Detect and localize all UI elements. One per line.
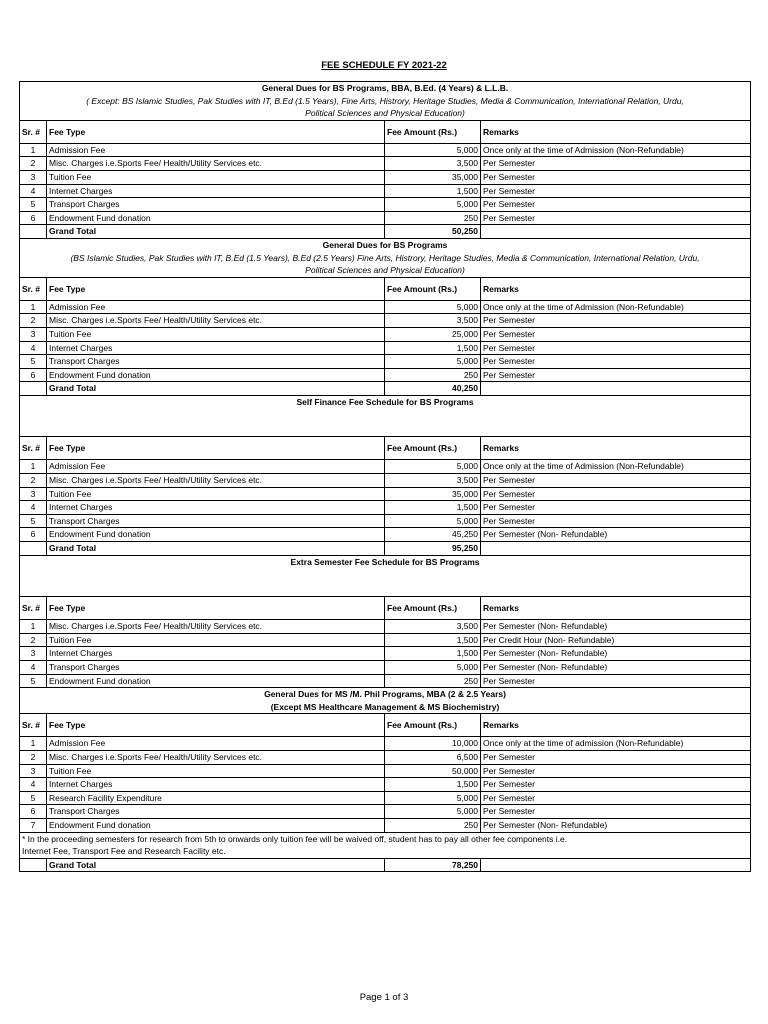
table-row bbox=[20, 184, 751, 198]
table-row bbox=[20, 791, 751, 805]
row-remarks: Once only at the time of Admission (Non-Refundable) bbox=[481, 300, 751, 314]
table-row bbox=[20, 647, 751, 661]
row-sr: 2 bbox=[20, 157, 47, 171]
row-remarks: Per Semester (Non- Refundable) bbox=[481, 620, 751, 634]
row-amount: 3,500 bbox=[385, 157, 481, 171]
row-fee-type: Misc. Charges i.e.Sports Fee/ Health/Utility Services etc. bbox=[47, 750, 385, 764]
section-header-row bbox=[20, 107, 751, 120]
row-fee-type: Misc. Charges i.e.Sports Fee/ Health/Utility Services etc. bbox=[47, 474, 385, 488]
table-row bbox=[20, 198, 751, 212]
header-remarks: Remarks bbox=[481, 714, 751, 737]
row-sr: 4 bbox=[20, 661, 47, 675]
total-sr-empty bbox=[20, 542, 47, 556]
row-sr: 5 bbox=[20, 674, 47, 688]
row-remarks: Per Semester bbox=[481, 198, 751, 212]
row-amount: 1,500 bbox=[385, 184, 481, 198]
section-spacer bbox=[20, 568, 751, 597]
section-header-row bbox=[20, 252, 751, 265]
fee-schedule-table bbox=[19, 81, 750, 872]
table-row bbox=[20, 750, 751, 764]
section-title: Self Finance Fee Schedule for BS Programs bbox=[20, 395, 751, 408]
row-sr: 3 bbox=[20, 327, 47, 341]
row-remarks: Per Semester bbox=[481, 184, 751, 198]
table-row bbox=[20, 778, 751, 792]
row-sr: 6 bbox=[20, 805, 47, 819]
row-remarks: Per Credit Hour (Non- Refundable) bbox=[481, 633, 751, 647]
row-fee-type: Admission Fee bbox=[47, 300, 385, 314]
row-amount: 5,000 bbox=[385, 805, 481, 819]
column-header-row bbox=[20, 437, 751, 460]
note-text: Internet Fee, Transport Fee and Research Facility etc. bbox=[20, 845, 751, 858]
header-amount: Fee Amount (Rs.) bbox=[385, 277, 481, 300]
row-fee-type: Internet Charges bbox=[47, 184, 385, 198]
row-remarks: Per Semester (Non- Refundable) bbox=[481, 818, 751, 832]
row-fee-type: Internet Charges bbox=[47, 778, 385, 792]
header-amount: Fee Amount (Rs.) bbox=[385, 437, 481, 460]
table-row bbox=[20, 514, 751, 528]
document-title: FEE SCHEDULE FY 2021-22 bbox=[321, 60, 447, 71]
row-sr: 1 bbox=[20, 737, 47, 751]
row-fee-type: Endowment Fund donation bbox=[47, 368, 385, 382]
section-header-row bbox=[20, 264, 751, 277]
table-row bbox=[20, 170, 751, 184]
row-fee-type: Transport Charges bbox=[47, 198, 385, 212]
row-sr: 4 bbox=[20, 778, 47, 792]
row-amount: 25,000 bbox=[385, 327, 481, 341]
table-row bbox=[20, 327, 751, 341]
grand-total-amount: 95,250 bbox=[385, 542, 481, 556]
table-row bbox=[20, 211, 751, 225]
header-fee-type: Fee Type bbox=[47, 714, 385, 737]
section-header-row bbox=[20, 95, 751, 108]
total-remarks-empty bbox=[481, 858, 751, 872]
grand-total-amount: 40,250 bbox=[385, 382, 481, 396]
row-amount: 50,000 bbox=[385, 764, 481, 778]
row-remarks: Per Semester bbox=[481, 327, 751, 341]
row-remarks: Per Semester bbox=[481, 368, 751, 382]
row-fee-type: Transport Charges bbox=[47, 661, 385, 675]
row-amount: 5,000 bbox=[385, 143, 481, 157]
section-title: General Dues for MS /M. Phil Programs, MBA (2 & 2.5 Years) bbox=[20, 688, 751, 701]
total-remarks-empty bbox=[481, 382, 751, 396]
row-sr: 6 bbox=[20, 211, 47, 225]
row-amount: 35,000 bbox=[385, 170, 481, 184]
row-sr: 2 bbox=[20, 314, 47, 328]
row-amount: 1,500 bbox=[385, 501, 481, 515]
row-fee-type: Tuition Fee bbox=[47, 487, 385, 501]
row-amount: 6,500 bbox=[385, 750, 481, 764]
section-header-row bbox=[20, 238, 751, 251]
table-row bbox=[20, 341, 751, 355]
column-header-row bbox=[20, 597, 751, 620]
row-sr: 6 bbox=[20, 368, 47, 382]
header-amount: Fee Amount (Rs.) bbox=[385, 714, 481, 737]
table-row bbox=[20, 355, 751, 369]
row-fee-type: Endowment Fund donation bbox=[47, 528, 385, 542]
header-remarks: Remarks bbox=[481, 437, 751, 460]
row-remarks: Per Semester bbox=[481, 750, 751, 764]
header-amount: Fee Amount (Rs.) bbox=[385, 597, 481, 620]
row-fee-type: Endowment Fund donation bbox=[47, 211, 385, 225]
section-title: (Except MS Healthcare Management & MS Biochemistry) bbox=[20, 701, 751, 714]
row-sr: 5 bbox=[20, 355, 47, 369]
header-amount: Fee Amount (Rs.) bbox=[385, 120, 481, 143]
row-sr: 4 bbox=[20, 501, 47, 515]
row-remarks: Per Semester bbox=[481, 170, 751, 184]
row-amount: 5,000 bbox=[385, 460, 481, 474]
section-header-row bbox=[20, 688, 751, 701]
row-fee-type: Admission Fee bbox=[47, 460, 385, 474]
row-fee-type: Endowment Fund donation bbox=[47, 674, 385, 688]
row-sr: 3 bbox=[20, 487, 47, 501]
table-row bbox=[20, 157, 751, 171]
row-fee-type: Misc. Charges i.e.Sports Fee/ Health/Utility Services etc. bbox=[47, 314, 385, 328]
row-sr: 1 bbox=[20, 143, 47, 157]
row-remarks: Per Semester bbox=[481, 764, 751, 778]
row-remarks: Per Semester bbox=[481, 211, 751, 225]
table-row bbox=[20, 764, 751, 778]
row-amount: 5,000 bbox=[385, 514, 481, 528]
row-remarks: Per Semester bbox=[481, 355, 751, 369]
row-remarks: Per Semester bbox=[481, 157, 751, 171]
row-fee-type: Tuition Fee bbox=[47, 327, 385, 341]
note-row bbox=[20, 845, 751, 858]
table-row bbox=[20, 143, 751, 157]
column-header-row bbox=[20, 277, 751, 300]
row-amount: 250 bbox=[385, 368, 481, 382]
row-sr: 5 bbox=[20, 514, 47, 528]
row-amount: 1,500 bbox=[385, 778, 481, 792]
header-fee-type: Fee Type bbox=[47, 120, 385, 143]
header-remarks: Remarks bbox=[481, 277, 751, 300]
row-remarks: Per Semester bbox=[481, 314, 751, 328]
section-note: (BS Islamic Studies, Pak Studies with IT, B.Ed (1.5 Years), B.Ed (2.5 Years) Fine Arts, Histrory, Heritage Studies, Media & Communication, International Relation, Urdu, bbox=[20, 252, 751, 265]
row-sr: 4 bbox=[20, 184, 47, 198]
row-amount: 3,500 bbox=[385, 474, 481, 488]
table-row bbox=[20, 737, 751, 751]
total-sr-empty bbox=[20, 225, 47, 239]
row-fee-type: Misc. Charges i.e.Sports Fee/ Health/Utility Services etc. bbox=[47, 620, 385, 634]
row-remarks: Per Semester bbox=[481, 674, 751, 688]
row-amount: 1,500 bbox=[385, 647, 481, 661]
section-title: General Dues for BS Programs, BBA, B.Ed. (4 Years) & L.L.B. bbox=[20, 82, 751, 95]
grand-total-amount: 50,250 bbox=[385, 225, 481, 239]
row-sr: 2 bbox=[20, 633, 47, 647]
row-amount: 5,000 bbox=[385, 300, 481, 314]
row-remarks: Once only at the time of Admission (Non-Refundable) bbox=[481, 143, 751, 157]
row-amount: 45,250 bbox=[385, 528, 481, 542]
row-sr: 2 bbox=[20, 474, 47, 488]
section-header-row bbox=[20, 82, 751, 95]
row-sr: 5 bbox=[20, 791, 47, 805]
header-sr: Sr. # bbox=[20, 597, 47, 620]
row-amount: 5,000 bbox=[385, 791, 481, 805]
total-remarks-empty bbox=[481, 542, 751, 556]
row-remarks: Per Semester bbox=[481, 805, 751, 819]
header-sr: Sr. # bbox=[20, 120, 47, 143]
grand-total-amount: 78,250 bbox=[385, 858, 481, 872]
row-sr: 4 bbox=[20, 341, 47, 355]
table-row bbox=[20, 368, 751, 382]
row-amount: 5,000 bbox=[385, 661, 481, 675]
row-remarks: Per Semester (Non- Refundable) bbox=[481, 647, 751, 661]
row-amount: 3,500 bbox=[385, 314, 481, 328]
spacer-cell bbox=[20, 568, 751, 597]
section-header-row bbox=[20, 555, 751, 568]
total-sr-empty bbox=[20, 858, 47, 872]
header-fee-type: Fee Type bbox=[47, 597, 385, 620]
row-fee-type: Internet Charges bbox=[47, 647, 385, 661]
table-row bbox=[20, 314, 751, 328]
section-note: Political Sciences and Physical Education) bbox=[20, 264, 751, 277]
row-sr: 1 bbox=[20, 620, 47, 634]
row-remarks: Per Semester bbox=[481, 514, 751, 528]
row-fee-type: Transport Charges bbox=[47, 514, 385, 528]
table-row bbox=[20, 674, 751, 688]
row-remarks: Once only at the time of Admission (Non-Refundable) bbox=[481, 460, 751, 474]
row-fee-type: Admission Fee bbox=[47, 143, 385, 157]
row-fee-type: Tuition Fee bbox=[47, 633, 385, 647]
row-fee-type: Tuition Fee bbox=[47, 170, 385, 184]
grand-total-label: Grand Total bbox=[47, 382, 385, 396]
grand-total-label: Grand Total bbox=[47, 542, 385, 556]
section-title: Extra Semester Fee Schedule for BS Programs bbox=[20, 555, 751, 568]
row-fee-type: Admission Fee bbox=[47, 737, 385, 751]
header-sr: Sr. # bbox=[20, 714, 47, 737]
row-remarks: Per Semester bbox=[481, 501, 751, 515]
row-sr: 3 bbox=[20, 170, 47, 184]
section-note: ( Except: BS Islamic Studies, Pak Studies with IT, B.Ed (1.5 Years), Fine Arts, Histrory, Heritage Studies, Media & Communication, International Relation, Urdu, bbox=[20, 95, 751, 108]
column-header-row bbox=[20, 120, 751, 143]
row-sr: 2 bbox=[20, 750, 47, 764]
section-note: Political Sciences and Physical Education) bbox=[20, 107, 751, 120]
row-remarks: Per Semester bbox=[481, 791, 751, 805]
page-footer: Page 1 of 3 bbox=[359, 992, 409, 1003]
row-fee-type: Internet Charges bbox=[47, 501, 385, 515]
table-row bbox=[20, 528, 751, 542]
section-spacer bbox=[20, 408, 751, 437]
grand-total-row bbox=[20, 858, 751, 872]
row-sr: 3 bbox=[20, 764, 47, 778]
row-remarks: Per Semester bbox=[481, 474, 751, 488]
table-row bbox=[20, 501, 751, 515]
row-fee-type: Transport Charges bbox=[47, 805, 385, 819]
column-header-row bbox=[20, 714, 751, 737]
row-sr: 7 bbox=[20, 818, 47, 832]
spacer-cell bbox=[20, 408, 751, 437]
row-fee-type: Tuition Fee bbox=[47, 764, 385, 778]
row-remarks: Once only at the time of admission (Non-Refundable) bbox=[481, 737, 751, 751]
row-remarks: Per Semester (Non- Refundable) bbox=[481, 528, 751, 542]
row-amount: 1,500 bbox=[385, 633, 481, 647]
table-row bbox=[20, 487, 751, 501]
header-fee-type: Fee Type bbox=[47, 437, 385, 460]
note-text: * In the proceeding semesters for research from 5th to onwards only tuition fee will be waived off, student has to pay all other fee components i.e. bbox=[20, 832, 751, 845]
table-row bbox=[20, 300, 751, 314]
row-amount: 250 bbox=[385, 818, 481, 832]
row-sr: 3 bbox=[20, 647, 47, 661]
row-remarks: Per Semester bbox=[481, 487, 751, 501]
header-fee-type: Fee Type bbox=[47, 277, 385, 300]
row-remarks: Per Semester bbox=[481, 341, 751, 355]
row-fee-type: Transport Charges bbox=[47, 355, 385, 369]
header-sr: Sr. # bbox=[20, 277, 47, 300]
table-row bbox=[20, 460, 751, 474]
row-amount: 250 bbox=[385, 211, 481, 225]
row-sr: 6 bbox=[20, 528, 47, 542]
section-header-row bbox=[20, 395, 751, 408]
row-sr: 1 bbox=[20, 460, 47, 474]
total-sr-empty bbox=[20, 382, 47, 396]
grand-total-row bbox=[20, 542, 751, 556]
row-sr: 5 bbox=[20, 198, 47, 212]
row-remarks: Per Semester bbox=[481, 778, 751, 792]
table-row bbox=[20, 633, 751, 647]
row-amount: 5,000 bbox=[385, 355, 481, 369]
grand-total-label: Grand Total bbox=[47, 225, 385, 239]
grand-total-row bbox=[20, 382, 751, 396]
grand-total-label: Grand Total bbox=[47, 858, 385, 872]
row-fee-type: Research Facility Expenditure bbox=[47, 791, 385, 805]
grand-total-row bbox=[20, 225, 751, 239]
row-amount: 35,000 bbox=[385, 487, 481, 501]
row-amount: 5,000 bbox=[385, 198, 481, 212]
row-amount: 3,500 bbox=[385, 620, 481, 634]
row-sr: 1 bbox=[20, 300, 47, 314]
note-row bbox=[20, 832, 751, 845]
row-amount: 10,000 bbox=[385, 737, 481, 751]
row-fee-type: Endowment Fund donation bbox=[47, 818, 385, 832]
table-row bbox=[20, 805, 751, 819]
row-amount: 1,500 bbox=[385, 341, 481, 355]
section-title: General Dues for BS Programs bbox=[20, 238, 751, 251]
row-amount: 250 bbox=[385, 674, 481, 688]
header-remarks: Remarks bbox=[481, 120, 751, 143]
row-remarks: Per Semester (Non- Refundable) bbox=[481, 661, 751, 675]
row-fee-type: Misc. Charges i.e.Sports Fee/ Health/Utility Services etc. bbox=[47, 157, 385, 171]
header-remarks: Remarks bbox=[481, 597, 751, 620]
table-row bbox=[20, 818, 751, 832]
table-row bbox=[20, 620, 751, 634]
section-header-row bbox=[20, 701, 751, 714]
table-row bbox=[20, 474, 751, 488]
table-row bbox=[20, 661, 751, 675]
total-remarks-empty bbox=[481, 225, 751, 239]
header-sr: Sr. # bbox=[20, 437, 47, 460]
row-fee-type: Internet Charges bbox=[47, 341, 385, 355]
